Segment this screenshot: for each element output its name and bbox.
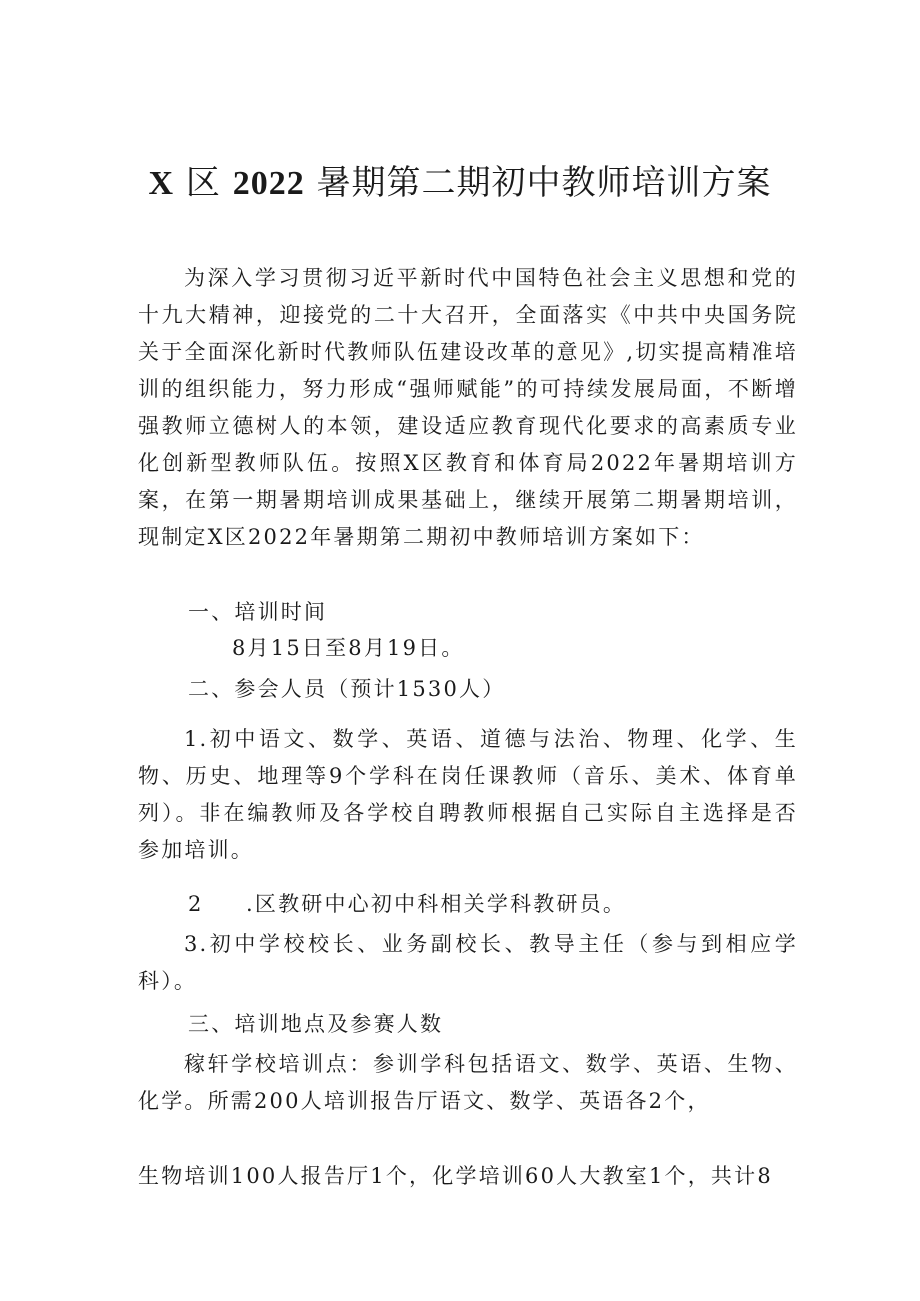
title-year: 2022 — [232, 165, 305, 202]
participant-item-2-number: 2 — [188, 892, 204, 916]
section1-heading: 一、培训时间 — [188, 600, 328, 624]
participant-item-1: 1.初中语文、数学、英语、道德与法治、物理、化学、生物、历史、地理等9个学科在岗任课教师（音乐、美术、体育单列）。非在编教师及各学校自聘教师根据自己实际自主选择是否参加培训。 — [138, 727, 798, 862]
participant-item-2: .区教研中心初中科相关学科教研员。 — [246, 892, 627, 916]
training-date: 8月15日至8月19日。 — [232, 636, 465, 660]
title-part1: 区 — [185, 163, 221, 203]
title-part2: 暑期第二期初中教师培训方案 — [316, 163, 772, 203]
section3-heading: 三、培训地点及参赛人数 — [188, 1012, 444, 1036]
section2-heading: 二、参会人员（预计1530人） — [188, 677, 506, 701]
participant-item-3: 3.初中学校校长、业务副校长、教导主任（参与到相应学科）。 — [138, 932, 798, 993]
document-title — [0, 158, 920, 209]
venue-continuation: 生物培训100人报告厅1个，化学培训60人大教室1个，共计8 — [138, 1164, 773, 1188]
intro-paragraph: 为深入学习贯彻习近平新时代中国特色社会主义思想和党的十九大精神，迎接党的二十大召开，全面落实《中共中央国务院关于全面深化新时代教师队伍建设改革的意见》,切实提高精准培训的组织能力，努力形成“强师赋能”的可持续发展局面，不断增强教师立德树人的本领，建设适应教育现代化要求的高素质专业化创新型教师队伍。按照X区教育和体育局2022年暑期培训方案，在第一期暑期培训成果基础上，继续开展第二期暑期培训，现制定X区2022年暑期第二期初中教师培训方案如下： — [138, 266, 798, 549]
title-x: X — [148, 165, 175, 202]
venue-paragraph: 稼轩学校培训点：参训学科包括语文、数学、英语、生物、化学。所需200人培训报告厅语文、数学、英语各2个， — [138, 1052, 798, 1113]
